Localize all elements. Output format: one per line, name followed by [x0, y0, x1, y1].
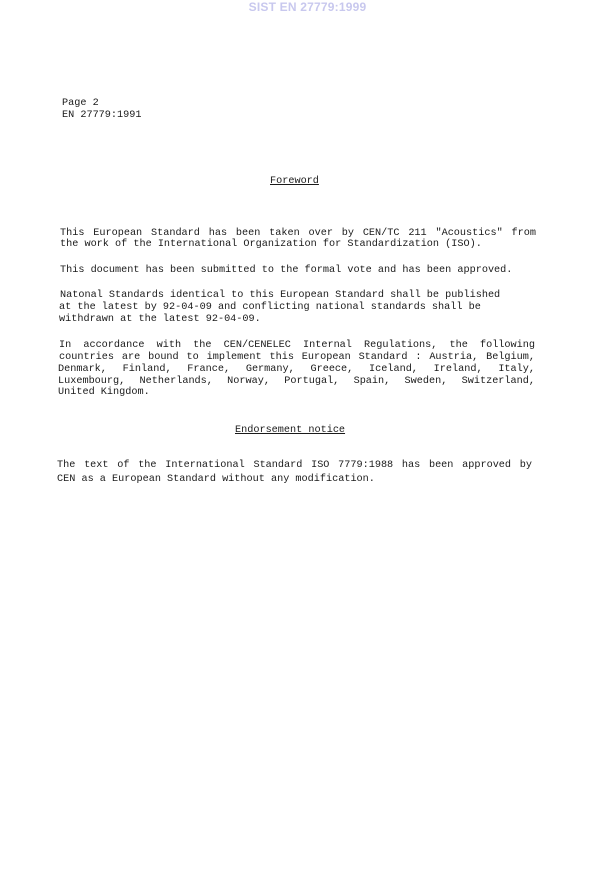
- endorsement-line1: The text of the International Standard ISO 7779:1988 has been approved by: [57, 460, 532, 471]
- foreword-p4-line3: Denmark, Finland, France, Germany, Greece, Iceland, Ireland, Italy,: [58, 364, 535, 375]
- foreword-p2: This document has been submitted to the formal vote and has been approved.: [60, 265, 513, 276]
- foreword-p1-line2: the work of the International Organization for Standardization (ISO).: [60, 239, 482, 250]
- foreword-p1-line1: This European Standard has been taken over by CEN/TC 211 "Acoustics" from: [60, 228, 536, 239]
- page-number: Page 2: [62, 98, 99, 109]
- foreword-p3-line2: at the latest by 92-04-09 and conflicting national standards shall be: [59, 302, 481, 313]
- document-number: EN 27779:1991: [62, 110, 142, 121]
- endorsement-heading: Endorsement notice: [235, 425, 346, 436]
- watermark: SIST EN 27779:1999: [248, 0, 367, 14]
- foreword-p3-line1: Natonal Standards identical to this European Standard shall be published: [60, 290, 501, 301]
- foreword-heading: Foreword: [270, 176, 319, 187]
- endorsement-line2: CEN as a European Standard without any modification.: [57, 474, 375, 485]
- foreword-p4-line4: Luxembourg, Netherlands, Norway, Portugal, Spain, Sweden, Switzerland,: [58, 376, 535, 387]
- foreword-p3-line3: withdrawn at the latest 92-04-09.: [59, 314, 261, 325]
- foreword-p4-line1: In accordance with the CEN/CENELEC Internal Regulations, the following: [59, 340, 535, 351]
- foreword-p4-line5: United Kingdom.: [58, 387, 150, 398]
- foreword-p4-line2: countries are bound to implement this European Standard : Austria, Belgium,: [59, 352, 535, 363]
